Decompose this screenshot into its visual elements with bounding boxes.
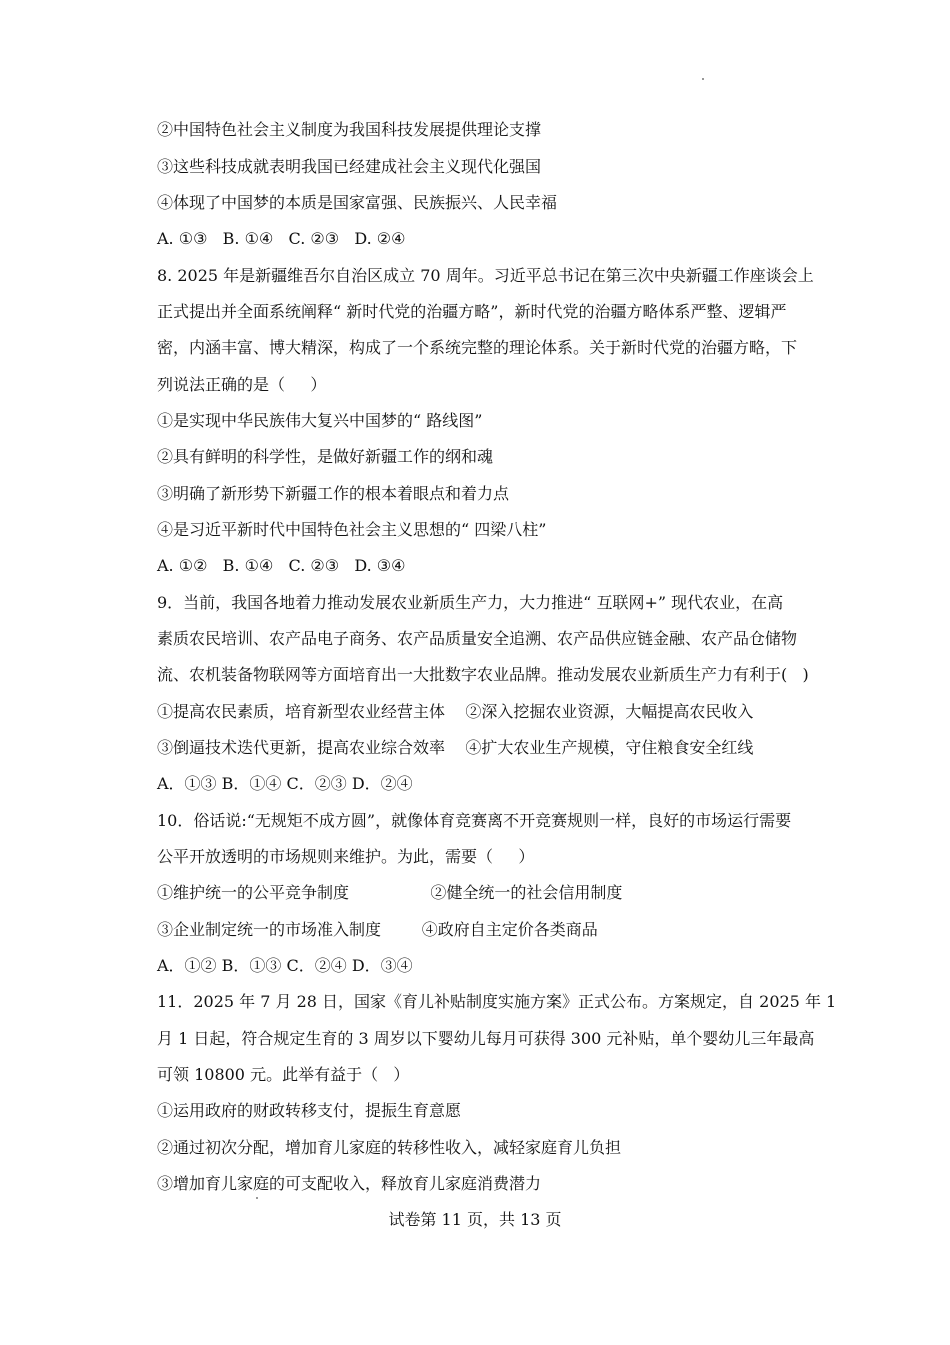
q10-stem-line-1: 10．俗话说:“无规矩不成方圆”，就像体育竞赛离不开竞赛规则一样，良好的市场运行需要 (157, 811, 792, 830)
page-footer (0, 1210, 950, 1230)
scan-mark (256, 1197, 258, 1199)
q11-option-2: ②通过初次分配，增加育儿家庭的转移性收入，减轻家庭育儿负担 (157, 1138, 622, 1157)
q10-stem-line-2: 公平开放透明的市场规则来维护。为此，需要（ ） (157, 847, 535, 866)
q9-options-row-1: ①提高农民素质，培育新型农业经营主体 ②深入挖掘农业资源，大幅提高农民收入 (157, 702, 754, 721)
q8-stem-line-1: 8. 2025 年是新疆维吾尔自治区成立 70 周年。习近平总书记在第三次中央新疆工作座谈会上 (157, 266, 814, 285)
q8-option-2: ②具有鲜明的科学性，是做好新疆工作的纲和魂 (157, 447, 494, 466)
q10-options-row-2: ③企业制定统一的市场准入制度 ④政府自主定价各类商品 (157, 920, 598, 939)
q8-answer-choices: A. ①② B. ①④ C. ②③ D. ③④ (157, 556, 406, 575)
q11-stem-line-1: 11．2025 年 7 月 28 日，国家《育儿补贴制度实施方案》正式公布。方案规定，自 2025 年 1 (157, 992, 837, 1011)
scan-mark (702, 78, 704, 80)
q9-answer-choices: A．①③ B．①④ C．②③ D．②④ (157, 774, 413, 793)
q11-option-3: ③增加育儿家庭的可支配收入，释放育儿家庭消费潜力 (157, 1174, 542, 1193)
q7-option-4: ④体现了中国梦的本质是国家富强、民族振兴、人民幸福 (157, 193, 558, 212)
q8-stem-line-3: 密，内涵丰富、博大精深，构成了一个系统完整的理论体系。关于新时代党的治疆方略，下 (157, 338, 798, 357)
q8-option-3: ③明确了新形势下新疆工作的根本着眼点和着力点 (157, 484, 510, 503)
q11-stem-line-2: 月 1 日起，符合规定生育的 3 周岁以下婴幼儿每月可获得 300 元补贴，单个婴幼儿三年最高 (157, 1029, 815, 1048)
q7-answer-choices: A. ①③ B. ①④ C. ②③ D. ②④ (157, 229, 406, 248)
q11-stem-line-3: 可领 10800 元。此举有益于（ ） (157, 1065, 410, 1084)
q8-stem-line-2: 正式提出并全面系统阐释“ 新时代党的治疆方略”，新时代党的治疆方略体系严整、逻辑严 (157, 302, 787, 321)
q7-option-2: ②中国特色社会主义制度为我国科技发展提供理论支撑 (157, 120, 542, 139)
page-number-label: 试卷第 11 页，共 13 页 (388, 1210, 562, 1229)
q9-stem-line-3: 流、农机装备物联网等方面培育出一大批数字农业品牌。推动发展农业新质生产力有利于( ) (157, 665, 809, 684)
q8-stem-line-4: 列说法正确的是（ ） (157, 375, 327, 394)
q8-option-4: ④是习近平新时代中国特色社会主义思想的“ 四梁八柱” (157, 520, 547, 539)
q9-stem-line-1: 9．当前，我国各地着力推动发展农业新质生产力，大力推进“ 互联网+” 现代农业，在高 (157, 593, 784, 612)
q9-options-row-2: ③倒逼技术迭代更新，提高农业综合效率 ④扩大农业生产规模，守住粮食安全红线 (157, 738, 754, 757)
q7-option-3: ③这些科技成就表明我国已经建成社会主义现代化强国 (157, 157, 542, 176)
q11-option-1: ①运用政府的财政转移支付，提振生育意愿 (157, 1101, 462, 1120)
q9-stem-line-2: 素质农民培训、农产品电子商务、农产品质量安全追溯、农产品供应链金融、农产品仓储物 (157, 629, 798, 648)
q8-option-1: ①是实现中华民族伟大复兴中国梦的“ 路线图” (157, 411, 483, 430)
q10-options-row-1: ①维护统一的公平竞争制度 ②健全统一的社会信用制度 (157, 883, 623, 902)
q10-answer-choices: A．①② B．①③ C．②④ D．③④ (157, 956, 413, 975)
